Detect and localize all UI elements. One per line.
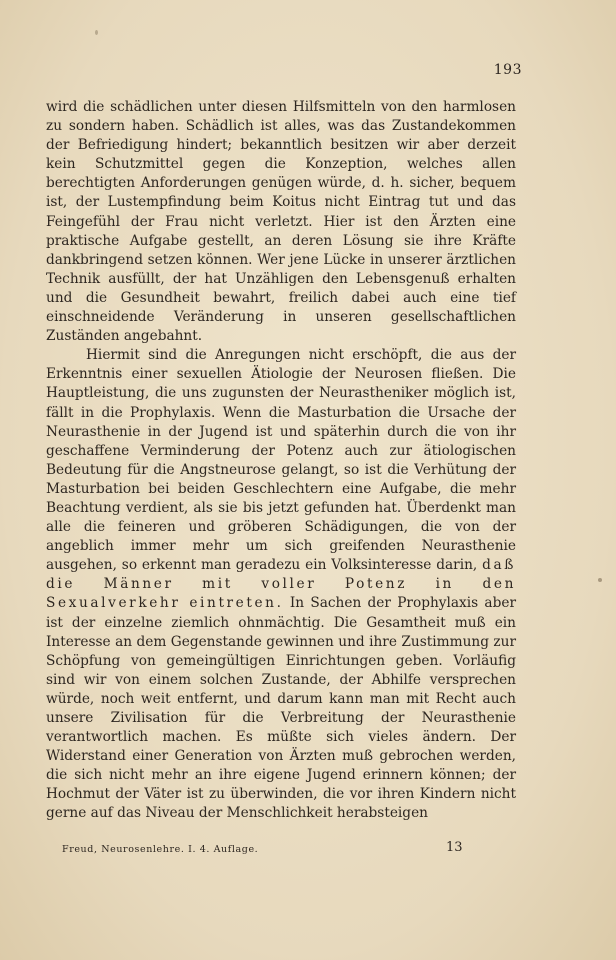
sheet-signature: 13 [446, 840, 463, 855]
paragraph-text: In Sachen der Prophylaxis aber ist der einzelne ziemlich ohnmächtig. Die Gesamtheit muß ein Interesse an dem Gegenstande gewinnen und ihre Zustimmung zur Schöpfung von gemeingültigen Einrichtungen geben. Vorläufig sind wir von einem solchen Zustande, der Abhilfe versprechen würde, noch weit entfernt, und darum kann man mit Recht auch unsere Zivilisation für die Verbreitung der Neurasthenie verantwortlich machen. Es müßte sich vieles ändern. Der Widerstand einer Generation von Ärzten muß gebrochen werden, die sich nicht mehr an ihre eigene Jugend erinnern können; der Hochmut der Väter ist zu überwinden, die vor ihren Kindern nicht gerne auf das Niveau der Menschlichkeit herabsteigen [46, 595, 517, 822]
paragraph [46, 98, 516, 346]
footer-citation: Freud, Neurosenlehre. I. 4. Auflage. [62, 844, 259, 855]
paragraph-text: wird die schädlichen unter diesen Hilfsmitteln von den harmlosen zu sondern haben. Schädlich ist alles, was das Zustandekommen der Befriedigung hindert; bekanntlich besitzen wir aber derzeit kein Schutzmittel gegen die Konzeption, welches allen berechtigten Anforderungen genügen würde, d. h. sicher, bequem ist, der Lustempfindung beim Koitus nicht Eintrag tut und das Feingefühl der Frau nicht verletzt. Hier ist den Ärzten eine praktische Aufgabe gestellt, an deren Lösung sie ihre Kräfte dankbringend setzen können. Wer jene Lücke in unserer ärztlichen Technik ausfüllt, der hat Unzähligen den Lebensgenuß erhalten und die Gesundheit bewahrt, freilich dabei auch eine tief einschneidende Veränderung in unseren gesellschaftlichen Zuständen angebahnt. [46, 99, 516, 345]
paragraph [46, 346, 516, 823]
paragraph-text: Hiermit sind die Anregungen nicht erschöpft, die aus der Erkenntnis einer sexuellen Ätiologie der Neurosen fließen. Die Hauptleistung, die uns zugunsten der Neurastheniker möglich ist, fällt in die Prophylaxis. Wenn die Masturbation die Ursache der Neurasthenie in der Jugend ist und späterhin durch die von ihr geschaffene Verminderung der Potenz auch zur ätiologischen Bedeutung für die Angstneurose gelangt, so ist die Verhütung der Masturbation bei beiden Geschlechtern eine Aufgabe, die mehr Beachtung verdient, als sie bis jetzt gefunden hat. Überdenkt man alle die feineren und gröberen Schädigungen, die von der angeblich immer mehr um sich greifenden Neurasthenie ausgehen, so erkennt man geradezu ein Volksinteresse darin, [46, 347, 516, 574]
spaced-emphasis-text: daß die Männer mit voller Potenz in den Sexualverkehr eintreten. [46, 557, 516, 612]
paper-speck [598, 578, 602, 582]
paper-speck [95, 30, 98, 35]
page-number: 193 [493, 62, 522, 78]
body-text [46, 98, 516, 824]
